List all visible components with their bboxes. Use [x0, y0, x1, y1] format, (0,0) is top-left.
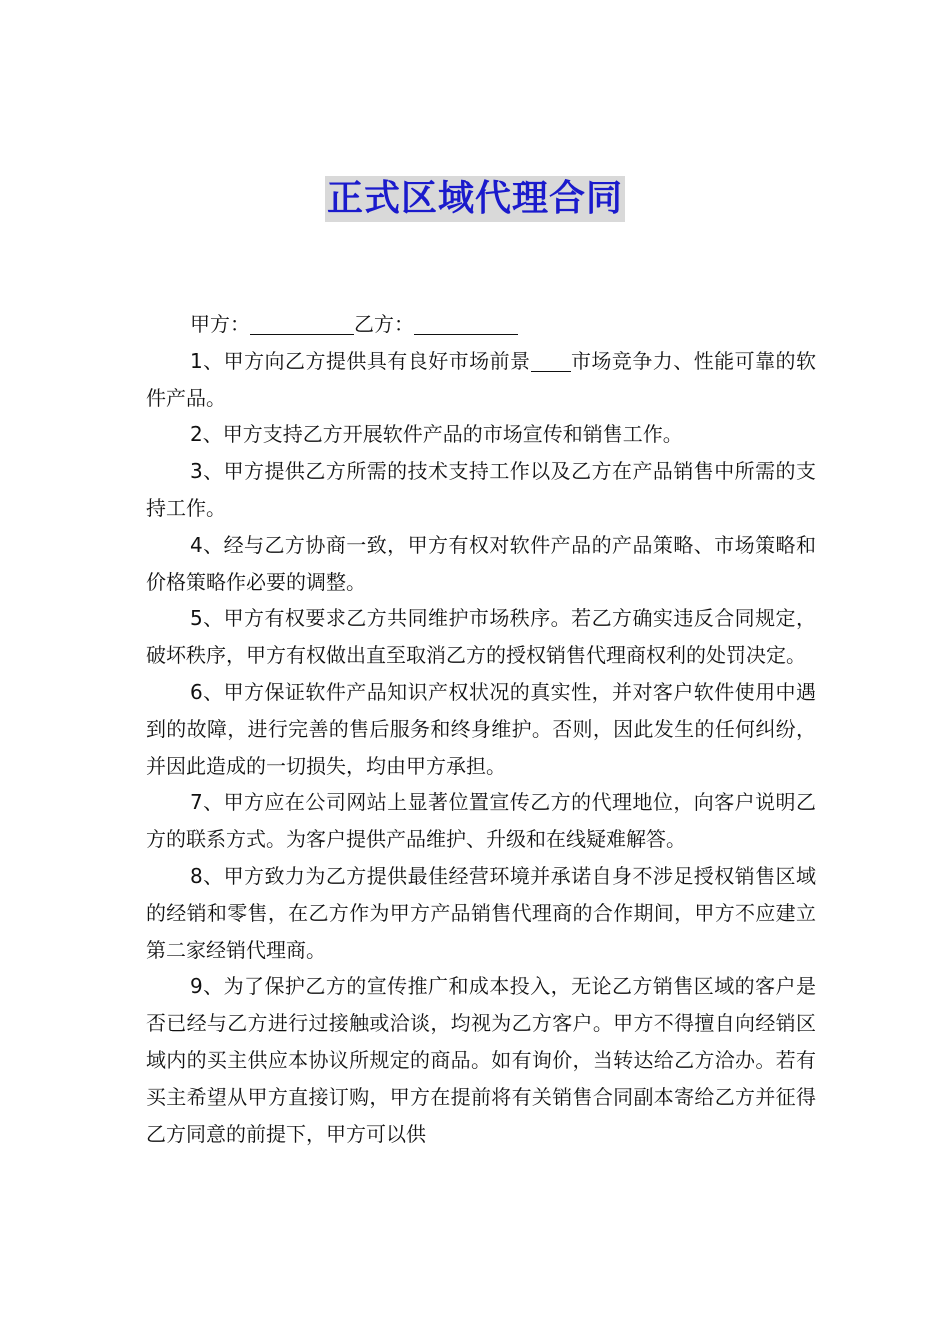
- clause-1-blank: [531, 350, 571, 372]
- clause-3: 3、甲方提供乙方所需的技术支持工作以及乙方在产品销售中所需的支持工作。: [146, 459, 816, 520]
- title-container: [0, 176, 950, 222]
- clause-4: 4、经与乙方协商一致，甲方有权对软件产品的产品策略、市场策略和价格策略作必要的调整。: [146, 532, 816, 594]
- clause-6: 6、甲方保证软件产品知识产权状况的真实性，并对客户软件使用中遇到的故障，进行完善的售后服务和终身维护。否则，因此发生的任何纠纷，并因此造成的一切损失，均由甲方承担。: [146, 679, 816, 778]
- clause-1-text-after: 市场竞争力、性能可靠的软件产品。: [146, 348, 817, 410]
- clause-1: [146, 343, 816, 417]
- clause-9: 9、为了保护乙方的宣传推广和成本投入，无论乙方销售区域的客户是否已经与乙方进行过接触或洽谈，均视为乙方客户。甲方不得擅自向经销区域内的买主供应本协议所规定的商品。如有询价，当转达给乙方洽办。若有买主希望从甲方直接订购，甲方在提前将有关销售合同副本寄给乙方并征得乙方同意的前提下，甲方可以供: [146, 974, 816, 1146]
- clause-5: 5、甲方有权要求乙方共同维护市场秩序。若乙方确实违反合同规定，破坏秩序，甲方有权做出直至取消乙方的授权销售代理商权利的处罚决定。: [146, 606, 816, 668]
- document-title: 正式区域代理合同: [325, 176, 625, 222]
- clause-1-text-before: 1、甲方向乙方提供具有良好市场前景: [190, 348, 531, 373]
- party-b-label: 乙方：: [354, 312, 414, 336]
- clause-7: 7、甲方应在公司网站上显著位置宣传乙方的代理地位，向客户说明乙方的联系方式。为客户提供产品维护、升级和在线疑难解答。: [146, 790, 816, 852]
- party-a-label: 甲方：: [190, 312, 250, 336]
- parties-line: [146, 306, 816, 343]
- contract-body: [146, 306, 816, 1152]
- clause-2: 2、甲方支持乙方开展软件产品的市场宣传和销售工作。: [190, 422, 683, 447]
- party-a-blank: [250, 313, 354, 335]
- party-b-blank: [414, 313, 518, 335]
- clause-8: 8、甲方致力为乙方提供最佳经营环境并承诺自身不涉足授权销售区域的经销和零售，在乙方作为甲方产品销售代理商的合作期间，甲方不应建立第二家经销代理商。: [146, 863, 816, 962]
